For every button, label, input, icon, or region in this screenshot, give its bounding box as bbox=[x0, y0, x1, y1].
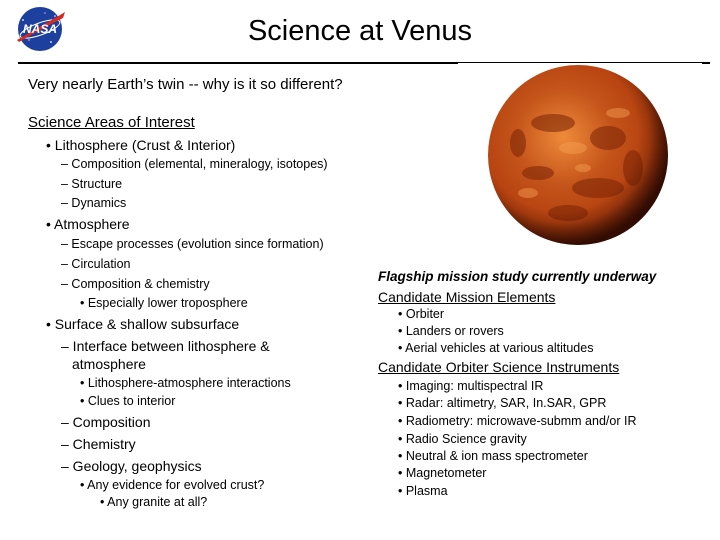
bullet-surface: • Surface & shallow subsurface bbox=[46, 316, 240, 332]
instrument-imaging: • Imaging: multispectral IR bbox=[398, 379, 544, 393]
instrument-mass-spectrometer: • Neutral & ion mass spectrometer bbox=[398, 449, 588, 463]
surface-geology: – Geology, geophysics bbox=[61, 458, 202, 474]
surface-interface-line1: – Interface between lithosphere & bbox=[61, 338, 270, 354]
science-areas-heading: Science Areas of Interest bbox=[28, 114, 195, 131]
element-aerial: • Aerial vehicles at various altitudes bbox=[398, 341, 594, 355]
surface-composition: – Composition bbox=[61, 414, 151, 430]
mission-elements-heading: Candidate Mission Elements bbox=[378, 289, 556, 305]
surface-clues: • Clues to interior bbox=[80, 394, 176, 408]
subtitle: Very nearly Earth’s twin -- why is it so different? bbox=[28, 76, 343, 93]
element-landers: • Landers or rovers bbox=[398, 324, 504, 338]
instrument-magnetometer: • Magnetometer bbox=[398, 466, 487, 480]
venus-planet-image bbox=[458, 63, 702, 247]
instrument-plasma: • Plasma bbox=[398, 484, 448, 498]
lithosphere-structure: – Structure bbox=[61, 177, 123, 191]
element-orbiter: • Orbiter bbox=[398, 307, 445, 321]
logo-wordmark: NASA bbox=[22, 22, 58, 36]
atmosphere-troposphere: • Especially lower troposphere bbox=[80, 296, 248, 310]
flagship-note: Flagship mission study currently underway bbox=[378, 269, 657, 284]
surface-chemistry: – Chemistry bbox=[61, 436, 136, 452]
bullet-atmosphere: • Atmosphere bbox=[46, 216, 130, 232]
atmosphere-composition: – Composition & chemistry bbox=[61, 277, 210, 291]
surface-evolved-crust: • Any evidence for evolved crust? bbox=[80, 478, 265, 492]
atmosphere-escape: – Escape processes (evolution since formation) bbox=[61, 237, 324, 251]
instrument-radiometry: • Radiometry: microwave-submm and/or IR bbox=[398, 414, 637, 428]
bullet-lithosphere: • Lithosphere (Crust & Interior) bbox=[46, 137, 236, 153]
surface-interface-line2: atmosphere bbox=[72, 356, 146, 372]
surface-granite: • Any granite at all? bbox=[100, 495, 208, 509]
orbiter-instruments-heading: Candidate Orbiter Science Instruments bbox=[378, 359, 620, 375]
page-title: Science at Venus bbox=[247, 15, 473, 47]
lithosphere-dynamics: – Dynamics bbox=[61, 196, 127, 210]
atmosphere-circulation: – Circulation bbox=[61, 257, 131, 271]
instrument-radio-science: • Radio Science gravity bbox=[398, 432, 527, 446]
surface-interactions: • Lithosphere-atmosphere interactions bbox=[80, 376, 291, 390]
lithosphere-composition: – Composition (elemental, mineralogy, isotopes) bbox=[61, 157, 328, 171]
instrument-radar: • Radar: altimetry, SAR, In.SAR, GPR bbox=[398, 396, 607, 410]
